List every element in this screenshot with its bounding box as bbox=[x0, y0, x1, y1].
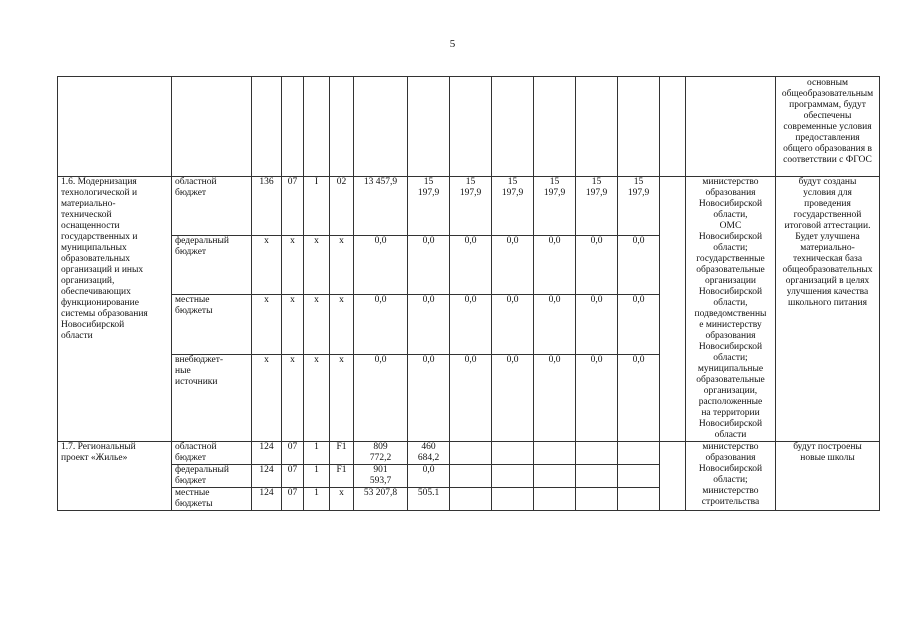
value-cell: 0,0 bbox=[576, 354, 618, 441]
value-cell: 0,0 bbox=[408, 236, 450, 295]
result-cell: основным общеобразовательным программам, будут обеспечены современные условия предоставления общего образования в соответствии с ФГОС bbox=[776, 77, 880, 177]
value-cell bbox=[492, 488, 534, 511]
value-cell: x bbox=[330, 488, 354, 511]
value-cell: x bbox=[282, 354, 304, 441]
funding-source-cell: внебюджет- ные источники bbox=[172, 354, 252, 441]
value-cell: F1 bbox=[330, 442, 354, 465]
value-cell: 15 197,9 bbox=[492, 177, 534, 236]
value-cell bbox=[618, 442, 660, 465]
value-cell: 07 bbox=[282, 488, 304, 511]
value-cell: 0,0 bbox=[576, 236, 618, 295]
value-cell: 0,0 bbox=[354, 295, 408, 354]
value-cell: x bbox=[330, 354, 354, 441]
value-cell bbox=[492, 465, 534, 488]
value-cell bbox=[618, 465, 660, 488]
value-cell: 0,0 bbox=[534, 236, 576, 295]
value-cell bbox=[450, 488, 492, 511]
value-cell: x bbox=[304, 295, 330, 354]
value-cell: 02 bbox=[330, 177, 354, 236]
value-cell: 0,0 bbox=[618, 295, 660, 354]
value-cell: 0,0 bbox=[450, 236, 492, 295]
value-cell: x bbox=[330, 236, 354, 295]
value-cell: 1 bbox=[304, 465, 330, 488]
table-row bbox=[58, 77, 880, 177]
value-cell: 13 457,9 bbox=[354, 177, 408, 236]
value-cell: 07 bbox=[282, 442, 304, 465]
result-cell: будут построены новые школы bbox=[776, 442, 880, 511]
value-cell: x bbox=[282, 236, 304, 295]
value-cell: x bbox=[330, 295, 354, 354]
value-cell: 124 bbox=[252, 442, 282, 465]
value-cell: 124 bbox=[252, 488, 282, 511]
value-cell: 0,0 bbox=[408, 295, 450, 354]
value-cell: 124 bbox=[252, 465, 282, 488]
value-cell: 0,0 bbox=[354, 354, 408, 441]
value-cell bbox=[618, 488, 660, 511]
value-cell: 07 bbox=[282, 177, 304, 236]
value-cell bbox=[450, 442, 492, 465]
table-row bbox=[58, 177, 880, 236]
value-cell: 15 197,9 bbox=[450, 177, 492, 236]
funding-source-cell: федеральный бюджет bbox=[172, 465, 252, 488]
program-table bbox=[57, 76, 880, 511]
value-cell: x bbox=[252, 236, 282, 295]
value-cell: x bbox=[252, 354, 282, 441]
value-cell: 0,0 bbox=[492, 295, 534, 354]
value-cell: 0,0 bbox=[492, 236, 534, 295]
empty-cell bbox=[660, 177, 686, 442]
value-cell bbox=[534, 442, 576, 465]
value-cell: 0,0 bbox=[534, 295, 576, 354]
value-cell: 0,0 bbox=[408, 465, 450, 488]
value-cell: 0,0 bbox=[354, 236, 408, 295]
funding-source-cell: областной бюджет bbox=[172, 442, 252, 465]
value-cell: 1 bbox=[304, 442, 330, 465]
value-cell: 15 197,9 bbox=[534, 177, 576, 236]
page-number: 5 bbox=[449, 38, 456, 50]
executor-cell: министерство образования Новосибирской области; министерство строительства bbox=[686, 442, 776, 511]
value-cell: 15 197,9 bbox=[576, 177, 618, 236]
value-cell: 0,0 bbox=[576, 295, 618, 354]
value-cell: x bbox=[282, 295, 304, 354]
value-cell: 15 197,9 bbox=[408, 177, 450, 236]
value-cell bbox=[534, 488, 576, 511]
value-cell: 1 bbox=[304, 488, 330, 511]
value-cell: 809 772,2 bbox=[354, 442, 408, 465]
value-cell bbox=[576, 488, 618, 511]
value-cell: 0,0 bbox=[618, 354, 660, 441]
measure-name-cell: 1.7. Региональный проект «Жилье» bbox=[58, 442, 172, 511]
value-cell: I bbox=[304, 177, 330, 236]
value-cell bbox=[534, 465, 576, 488]
value-cell: 0,0 bbox=[450, 354, 492, 441]
value-cell: 15 197,9 bbox=[618, 177, 660, 236]
value-cell: 136 bbox=[252, 177, 282, 236]
value-cell: 07 bbox=[282, 465, 304, 488]
measure-name-cell: 1.6. Модернизация технологической и материально- технической оснащенности государственных и муниципальных образовательных организаций и иных организаций, обеспечивающих функционирование системы образования Новосибирской области bbox=[58, 177, 172, 442]
funding-source-cell: областной бюджет bbox=[172, 177, 252, 236]
result-cell: будут созданы условия для проведения государственной итоговой аттестации. Будет улучшена материально- техническая база общеобразовательных организаций в целях улучшения качества школьного питания bbox=[776, 177, 880, 442]
value-cell: x bbox=[252, 295, 282, 354]
value-cell bbox=[576, 465, 618, 488]
value-cell: x bbox=[304, 236, 330, 295]
funding-source-cell: местные бюджеты bbox=[172, 295, 252, 354]
value-cell: 0,0 bbox=[450, 295, 492, 354]
empty-cell bbox=[660, 442, 686, 511]
table-row bbox=[58, 442, 880, 465]
value-cell bbox=[576, 442, 618, 465]
table-body bbox=[58, 77, 880, 511]
value-cell bbox=[492, 442, 534, 465]
funding-source-cell: местные бюджеты bbox=[172, 488, 252, 511]
value-cell: 0,0 bbox=[618, 236, 660, 295]
value-cell: 460 684,2 bbox=[408, 442, 450, 465]
value-cell: 505.1 bbox=[408, 488, 450, 511]
value-cell: 0,0 bbox=[534, 354, 576, 441]
value-cell: F1 bbox=[330, 465, 354, 488]
value-cell: 901 593,7 bbox=[354, 465, 408, 488]
value-cell: 0,0 bbox=[408, 354, 450, 441]
funding-source-cell: федеральный бюджет bbox=[172, 236, 252, 295]
value-cell: 0,0 bbox=[492, 354, 534, 441]
value-cell: x bbox=[304, 354, 330, 441]
executor-cell: министерство образования Новосибирской области, ОМС Новосибирской области; государственные образовательные организации Новосибирской области, подведомственны е министерству образования Новосибирской области; муниципальные образовательные организации, расположенные на территории Новосибирской области bbox=[686, 177, 776, 442]
value-cell bbox=[450, 465, 492, 488]
value-cell: 53 207,8 bbox=[354, 488, 408, 511]
